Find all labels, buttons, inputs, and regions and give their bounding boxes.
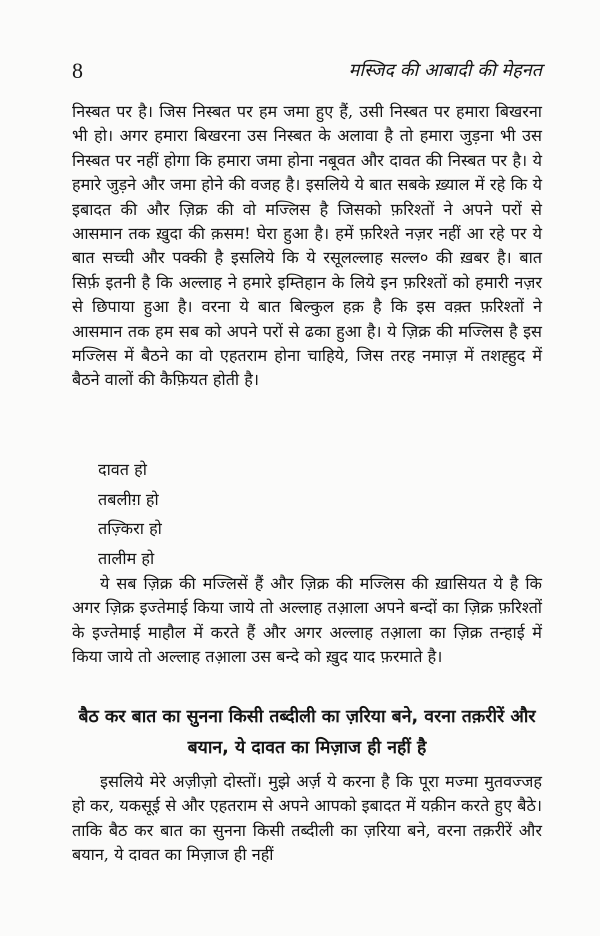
page-number: 8 <box>72 58 83 83</box>
paragraph-1: निस्बत पर है। जिस निस्बत पर हम जमा हुए हैं, उसी निस्बत पर हमारा बिखरना भी हो। अगर हमारा बिखरना उस निस्बत के अलावा है तो हमारा जुड़ना भी उस निस्बत पर नहीं होगा कि हमारा जमा होना नबूवत और दावत की निस्बत पर है। ये हमारे जुड़ने और जमा होने की वजह है। इसलिये ये बात सबके ख़्याल में रहे कि ये इबादत की और ज़िक्र की वो मज्लिस है जिसको फ़रिश्तों ने अपने परों से आसमान तक ख़ुदा की क़सम! घेरा हुआ है। हमें फ़रिश्ते नज़र नहीं आ रहे पर ये बात सच्ची और पक्की है इसलिये कि ये रसूलल्लाह सल्ल० की ख़बर है। बात सिर्फ़ इतनी है कि अल्लाह ने हमारे इम्तिहान के लिये इन फ़रिश्तों को हमारी नज़र से छिपाया हुआ है। वरना ये बात बिल्कुल हक़ है कि इस वक़्त फ़रिश्तों ने आसमान तक हम सब को अपने परों से ढका हुआ है। ये ज़िक्र की मज्लिस है इस मज्लिस में बैठने का वो एहतराम होना चाहिये, जिस तरह नमाज़ में तशह्हुद में बैठने वालों की कैफ़ियत होती है। <box>72 102 542 390</box>
list-item: तज़्किरा हो <box>98 519 162 538</box>
list-item: तालीम हो <box>98 548 155 568</box>
paragraph-2: ये सब ज़िक्र की मज्लिसें हैं और ज़िक्र की मज्लिस की ख़ासियत ये है कि अगर ज़िक्र इज्तेमाई किया जाये तो अल्लाह तआ़ला अपने बन्दों का ज़िक्र फ़रिश्तों के इज्तेमाई माहौल में करते हैं और अगर अल्लाह तआ़ला का ज़िक्र तन्हाई में किया जाये तो अल्लाह तआ़ला उस बन्दे को ख़ुद याद फ़रमाते है। <box>72 574 542 667</box>
section-heading: बैठ कर बात का सुनना किसी तब्दीली का ज़रिया बने, वरना तक़रीरें और बयान, ये दावत का मिज़ाज ही नहीं है <box>78 707 536 758</box>
activity-list <box>98 455 162 573</box>
paragraph-3: इसलिये मेरे अज़ीज़ो दोस्तों। मुझे अर्ज़ ये करना है कि पूरा मज्मा मुतवज्जह हो कर, यकसूई से और एहतराम से अपने आपको इबादत में यक़ीन करते हुए बैठे। ताकि बैठ कर बात का सुनना किसी तब्दीली का ज़रिया बने, वरना तक़रीरें और बयान, ये दावत का मिज़ाज ही नहीं <box>72 772 542 865</box>
running-title: मस्जिद की आबादी की मेहनत <box>348 60 542 81</box>
list-item: तबलीग़ हो <box>98 489 159 509</box>
page-header <box>72 58 542 88</box>
list-item: दावत हो <box>98 460 147 479</box>
